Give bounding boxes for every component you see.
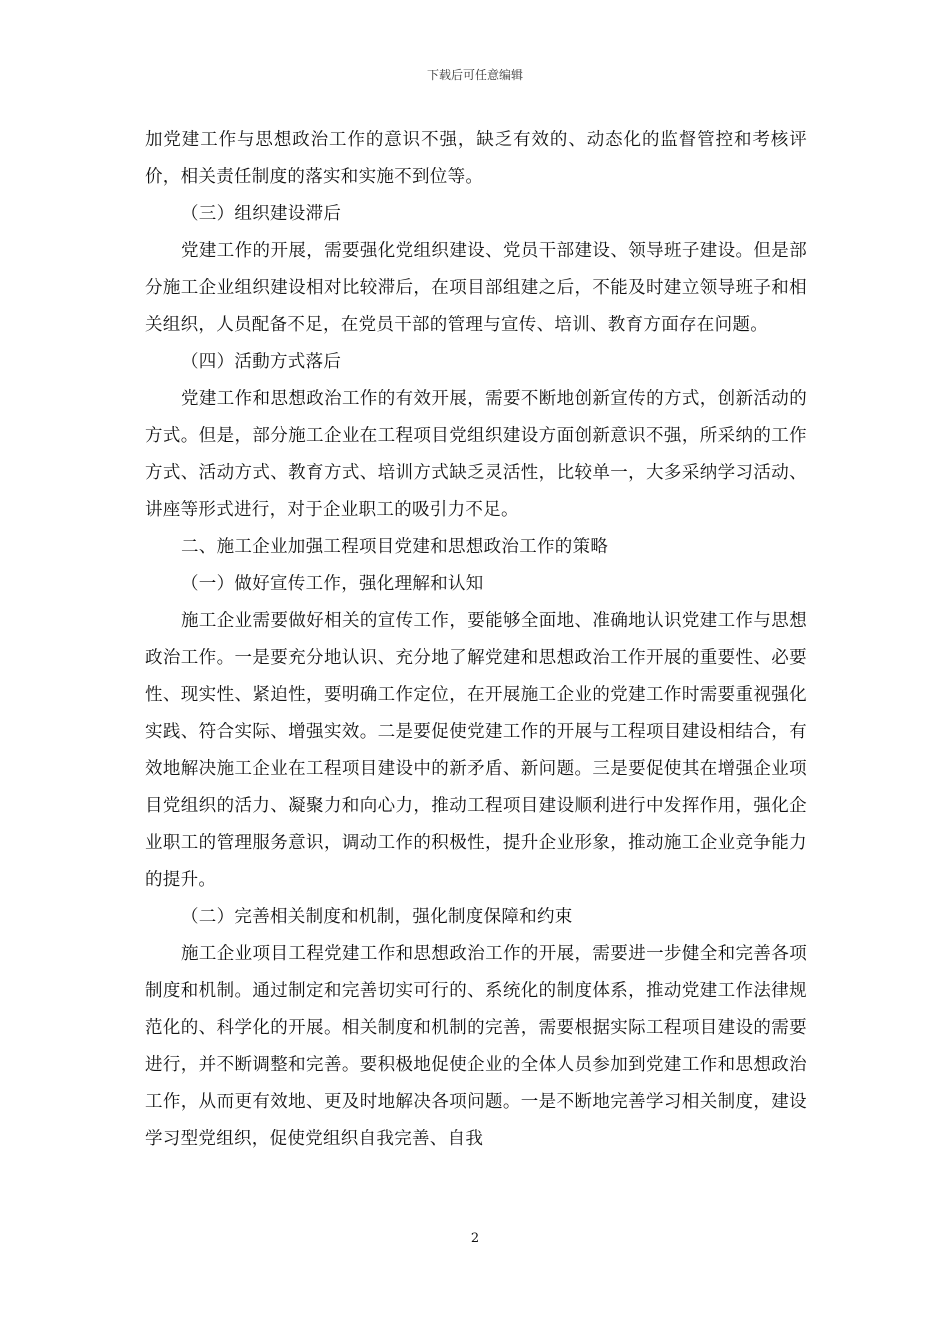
paragraph: 党建工作和思想政治工作的有效开展，需要不断地创新宣传的方式，创新活动的方式。但是，部分施工企业在工程项目党组织建设方面创新意识不强，所采纳的工作方式、活动方式、教育方式、培训方式缺乏灵活性，比较单一，大多采纳学习活动、讲座等形式进行，对于企业职工的吸引力不足。 bbox=[145, 389, 807, 520]
chapter-heading-2: 二、施工企业加强工程项目党建和思想政治工作的策略 bbox=[181, 537, 609, 557]
page-number: 2 bbox=[470, 1231, 480, 1246]
paragraph: 党建工作的开展，需要强化党组织建设、党员干部建设、领导班子建设。但是部分施工企业组织建设相对比较滞后，在项目部组建之后，不能及时建立领导班子和相关组织，人员配备不足，在党员干部的管理与宣传、培训、教育方面存在问题。 bbox=[145, 241, 807, 335]
section-heading-4: （四）活動方式落后 bbox=[181, 352, 342, 372]
section-heading-1: （一）做好宣传工作，强化理解和认知 bbox=[181, 574, 484, 594]
paragraph-continued: 加党建工作与思想政治工作的意识不强，缺乏有效的、动态化的监督管控和考核评价，相关责任制度的落实和实施不到位等。 bbox=[145, 130, 807, 187]
page-header: 下载后可任意编辑 bbox=[426, 68, 523, 82]
paragraph: 施工企业需要做好相关的宣传工作，要能够全面地、准确地认识党建工作与思想政治工作。一是要充分地认识、充分地了解党建和思想政治工作开展的重要性、必要性、现实性、紧迫性，要明确工作定位，在开展施工企业的党建工作时需要重视强化实践、符合实际、增强实效。二是要促使党建工作的开展与工程项目建设相结合，有效地解决施工企业在工程项目建设中的新矛盾、新问题。三是要促使其在增强企业项目党组织的活力、凝聚力和向心力，推动工程项目建设顺利进行中发挥作用，强化企业职工的管理服务意识，调动工作的积极性，提升企业形象，推动施工企业竞争能力的提升。 bbox=[145, 611, 807, 890]
section-heading-3: （三）组织建设滞后 bbox=[181, 204, 342, 224]
section-heading-2: （二）完善相关制度和机制，强化制度保障和约束 bbox=[181, 907, 573, 927]
paragraph: 施工企业项目工程党建工作和思想政治工作的开展，需要进一步健全和完善各项制度和机制。通过制定和完善切实可行的、系统化的制度体系，推动党建工作法律规范化的、科学化的开展。相关制度和机制的完善，需要根据实际工程项目建设的需要进行，并不断调整和完善。要积极地促使企业的全体人员参加到党建工作和思想政治工作，从而更有效地、更及时地解决各项问题。一是不断地完善学习相关制度，建设学习型党组织，促使党组织自我完善、自我 bbox=[145, 944, 807, 1149]
document-body bbox=[145, 122, 807, 1158]
